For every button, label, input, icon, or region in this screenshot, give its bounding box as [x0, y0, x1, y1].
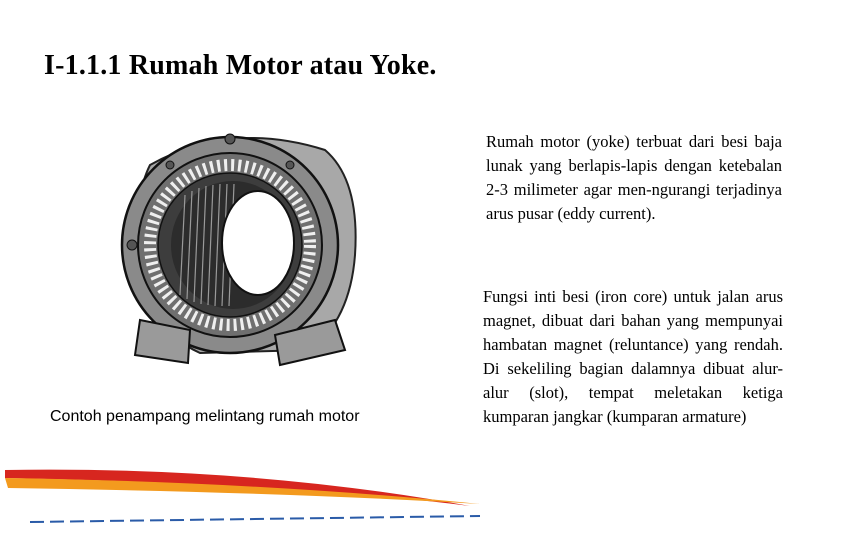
- rotor-bore: [222, 191, 294, 295]
- motor-yoke-illustration: [110, 125, 365, 375]
- swoosh-blue: [30, 516, 480, 522]
- footer-swoosh-decoration: [0, 456, 864, 540]
- paragraph-yoke: Rumah motor (yoke) terbuat dari besi baja lunak yang berlapis-lapis dengan ketebalan 2-3 milimeter agar men-ngurangi terjadinya arus pusar (eddy current).: [486, 132, 782, 223]
- figure-caption: Contoh penampang melintang rumah motor: [50, 408, 360, 425]
- paragraph-core: Fungsi inti besi (iron core) untuk jalan arus magnet, dibuat dari bahan yang mempunyai hambatan magnet (reluntance) yang rendah. Di sekeliling bagian dalamnya dibuat alur-alur (slot), tempat meletakan ketiga kumparan jangkar (kumparan armature): [483, 287, 783, 426]
- section-title: I-1.1.1 Rumah Motor atau Yoke.: [44, 50, 437, 81]
